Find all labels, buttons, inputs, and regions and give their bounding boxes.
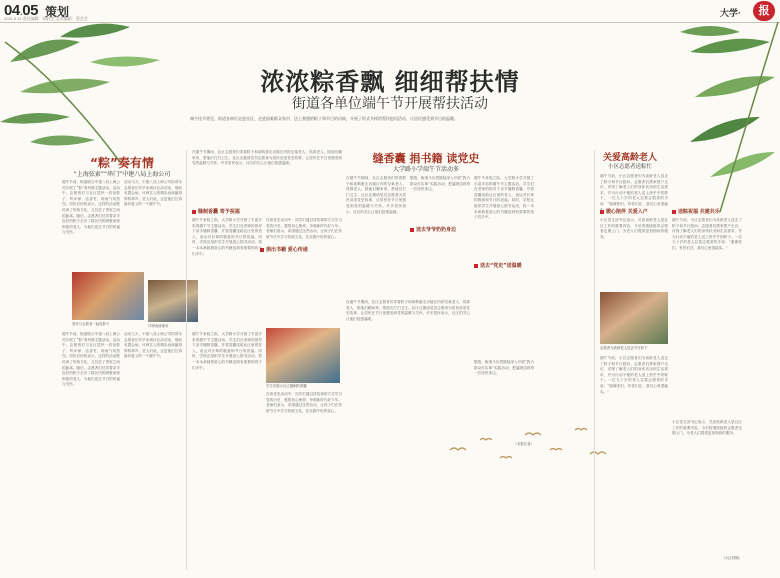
column4-section-head-1: 暖心陪伴 关爱入户 (600, 208, 648, 215)
section-name: 策划 (45, 5, 70, 19)
bamboo-leaves-left-decoration (0, 22, 200, 172)
column1-body-b: 活动当天，中建八局上海公司的青年志愿者们早早来到社区活动室，帮助布置会场。评弹艺人的精彩表演赢得阵阵掌声。老人们说，这是他们过得最有意义的一个端午节。 (124, 180, 182, 207)
column3-title: 缝香囊 捐书籍 读党史 (372, 152, 480, 165)
column4-body: 端午节前，小区志愿者们为高龄老人送去了粽子和节日慰问。志愿者们挨家挨户走访，详细了解老人们的身体状况和生活需求，并为行动不便的老人送上热乎乎的粽子。一位九十岁的老人拉着志愿者的手说：“谢谢你们，有你们在，我们心里很踏实。” (600, 174, 668, 212)
column3-section-head-2: 送去“党史”送温暖 (474, 262, 522, 269)
column2-caption: 学生们展示自己缝制的香囊 (266, 384, 307, 388)
page-number: 04.05 (4, 2, 38, 19)
column1-body-c: 端午节前，街道联合中建八局上海公司开展了“粽”奏有情主题活动。活动中，志愿者们与社区居民一同包粽子、听评弹、品香茗，现场气氛热烈。居民们纷纷表示，这样的活动既传承了传统文化，又拉近了邻里之间的距离。随后，志愿者们还带着亲手包好的粽子走访了辖区内的困难家庭和独居老人，为他们送去节日的祝福与关怀。 (62, 332, 120, 387)
column4-body-e: 小区党支部书记表示，关爱高龄老人是社区工作的重要内容，今后将继续组织志愿者定期上门，为老人们提供更加细致的服务。 (672, 420, 742, 436)
column4-body-b: 小区党支部书记表示，关爱高龄老人是社区工作的重要内容，今后将继续组织志愿者定期上门，为老人们提供更加细致的服务。 (600, 218, 668, 239)
column2-body-c: 端午节来临之际，大学路小学开展了丰富多彩的端午节主题活动。学生们在老师的指导下亲手缝制香囊，并将香囊送给社区里的老人，表达对长辈的敬意和节日的祝福。同时，学校还组织学生开展爱心捐书活动，将一本本承载着爱心的书籍送到有需要的孩子们手中。 (192, 332, 262, 370)
column2-body: 端午节来临之际，大学路小学开展了丰富多彩的端午节主题活动。学生们在老师的指导下亲手缝制香囊，并将香囊送给社区里的老人，表达对长辈的敬意和节日的祝福。同时，学校还组织学生开展爱心捐书活动，将一本本承载着爱心的书籍送到有需要的孩子们手中。 (192, 218, 262, 256)
column1-body-d: 活动当天，中建八局上海公司的青年志愿者们早早来到社区活动室，帮助布置会场。评弹艺人的精彩表演赢得阵阵掌声。老人们说，这是他们过得最有意义的一个端午节。 (124, 332, 182, 359)
column1-body: 端午节前，街道联合中建八局上海公司开展了“粽”奏有情主题活动。活动中，志愿者们与社区居民一同包粽子、听评弹、品香茗，现场气氛热烈。居民们纷纷表示，这样的活动既传承了传统文化，又拉近了邻里之间的距离。随后，志愿者们还带着亲手包好的粽子走访了辖区内的困难家庭和独居老人，为他们送去节日的祝福与关怀。 (62, 180, 120, 235)
divider (186, 150, 187, 570)
column3-body-b: 据悉，街道今后将继续深入开展“我为群众办实事”实践活动，把温暖送到每一位居民身边。 (410, 176, 470, 192)
column1-title: “粽”奏有情 (90, 156, 154, 170)
column3-body-c: 端午节来临之际，大学路小学开展了丰富多彩的端午节主题活动。学生们在老师的指导下亲手缝制香囊，并将香囊送给社区里的老人，表达对长辈的敬意和节日的祝福。同时，学校还组织学生开展爱心捐书活动，将一本本承载着爱心的书籍送到有需要的孩子们手中。 (474, 176, 534, 220)
column3-subtitle: 大学路小学端午节活动多 (392, 166, 459, 173)
column3-body-e: 据悉，街道今后将继续深入开展“我为群众办实事”实践活动，把温暖送到每一位居民身边。 (474, 360, 534, 376)
column3-section-head-1: 送去爷爷奶奶身边 (410, 226, 456, 233)
column2-section-head-2: 捐出书籍 爱心传递 (260, 246, 308, 253)
column3-signature: （本报记者） (513, 442, 534, 446)
column4-subtitle: 小区志愿者送粽忙 (607, 164, 652, 170)
column4-photo (600, 292, 668, 344)
brand-logo: 报 (753, 1, 775, 21)
article-title: 浓浓粽香飘 细细帮扶情 (260, 67, 520, 96)
column2-body-d: 在读党史活动中，同学们通过讲故事的方式学习党的历史，感悟初心使命，争做新时代好少年。老师们表示，希望通过这些活动，让孩子们在传统节日中学习传统文化，在实践中培养爱心。 (266, 392, 342, 413)
column1-photo-1 (72, 272, 144, 320)
page-header (0, 0, 780, 23)
article-intro: 端午佳节将至，街道各单位走进社区，走进困难群众家中，送上香甜的粽子和节日的问候，开展了形式多样的帮扶慰问活动，让居民感受到节日的温暖。 (190, 116, 458, 121)
masthead-line: 2021.6.11 责任编辑：胡轩艺 美术编辑：蔡芸芸 (4, 16, 88, 21)
column4-signature: （小区供稿） (721, 556, 742, 560)
column4-title: 关爱高龄老人 (602, 153, 657, 163)
column4-caption: 志愿者为高龄老人送去节日粽子 (600, 346, 648, 350)
flying-birds-decoration (440, 420, 620, 470)
brand-text: 大学· (720, 8, 741, 18)
column2-section-head-1: 缝制香囊 寄予祝福 (192, 208, 240, 215)
column4-section-head-2: 送粽祝福 共建共乐 (672, 208, 720, 215)
column2-body-b: 在读党史活动中，同学们通过讲故事的方式学习党的历史，感悟初心使命，争做新时代好少年。老师们表示，希望通过这些活动，让孩子们在传统节日中学习传统文化，在实践中培养爱心。 (266, 218, 342, 239)
divider-2 (594, 150, 595, 570)
article-subtitle: 街道各单位端午节开展帮扶活动 (292, 96, 488, 112)
column2-photo (266, 328, 340, 383)
column1-photo-2 (148, 280, 198, 322)
column4-body-c: 端午节前，小区志愿者们为高龄老人送去了粽子和节日慰问。志愿者们挨家挨户走访，详细了解老人们的身体状况和生活需求，并为行动不便的老人送上热乎乎的粽子。一位九十岁的老人拉着志愿者的手说：“谢谢你们，有你们在，我们心里很踏实。” (600, 356, 668, 394)
column1-caption-1: 居民与志愿者一起包粽子 (72, 322, 110, 326)
column1-subtitle: “上海弦索”“串门”中建八局上海公司 (73, 171, 171, 178)
column2-top-body: 在端午节期间，社区志愿者们带着粽子和咸鸭蛋走访辖区内的空巢老人、孤寡老人，陪他们聊家常，帮他们打扫卫生。社区还邀请党员志愿者为居民讲述党史故事，让居民在节日里感受到党的温暖与关怀。许多居民表示，社区的关心让他们倍感温暖。 (192, 150, 342, 166)
column3-body-d: 在端午节期间，社区志愿者们带着粽子和咸鸭蛋走访辖区内的空巢老人、孤寡老人，陪他们聊家常，帮他们打扫卫生。社区还邀请党员志愿者为居民讲述党史故事，让居民在节日里感受到党的温暖与关怀。许多居民表示，社区的关心让他们倍感温暖。 (346, 300, 470, 321)
column1-caption-2: 评弹表演现场 (148, 324, 169, 328)
column3-body: 在端午节期间，社区志愿者们带着粽子和咸鸭蛋走访辖区内的空巢老人、孤寡老人，陪他们聊家常，帮他们打扫卫生。社区还邀请党员志愿者为居民讲述党史故事，让居民在节日里感受到党的温暖与关怀。许多居民表示，社区的关心让他们倍感温暖。 (346, 176, 406, 214)
column4-body-d: 端午节前，小区志愿者们为高龄老人送去了粽子和节日慰问。志愿者们挨家挨户走访，详细了解老人们的身体状况和生活需求，并为行动不便的老人送上热乎乎的粽子。一位九十岁的老人拉着志愿者的手说：“谢谢你们，有你们在，我们心里很踏实。” (672, 218, 742, 250)
